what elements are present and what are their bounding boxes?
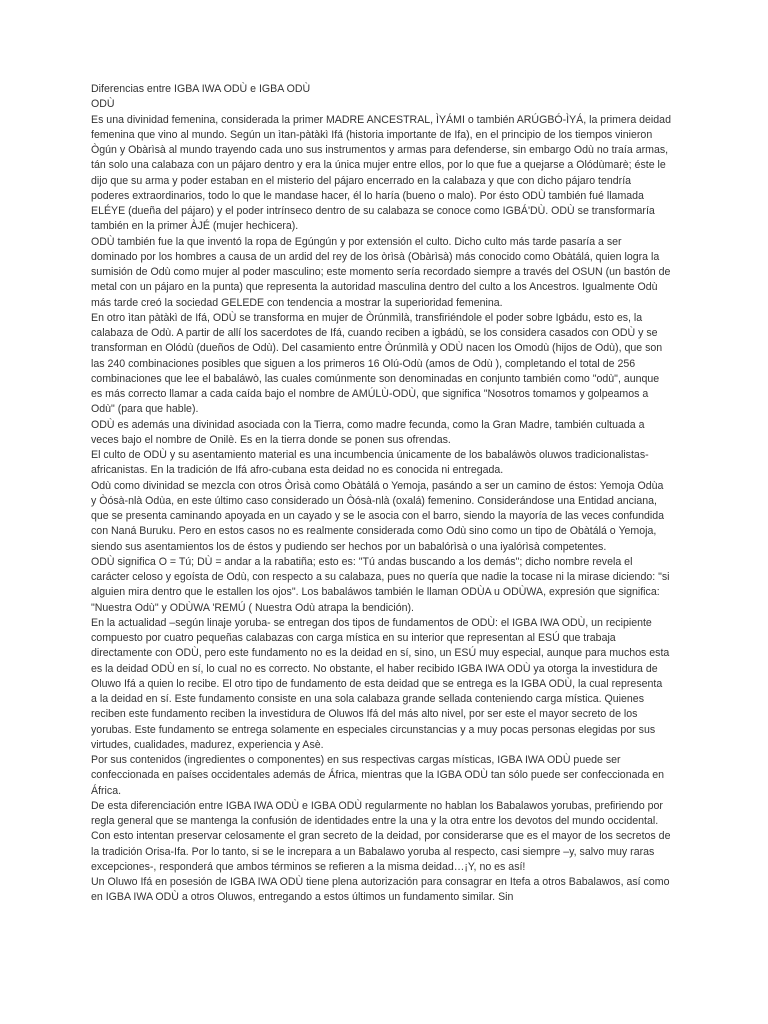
paragraph: Es una divinidad femenina, considerada la primer MADRE ANCESTRAL, ÌYÁMI o también ARÚGBÓ-ÌYÁ, la primera deidad femenina que vino al mundo. Según un ìtan-pàtàkì Ifá (historia importante de Ifa), en el principio de los tiempos vinieron Ògún y Obàrìsà al mundo trayendo cada uno sus instrumentos y armas para defenderse, sin embargo Odù no traía armas, tán solo una calabaza con un pájaro dentro y era la única mujer entre ellos, por lo que fue a quejarse a Olódùmarè; éste le dijo que su arma y poder estaban en el misterio del pájaro encerrado en la calabaza y que con dicho pájaro tendría poderes extraordinarios, todo lo que le mandase hacer, él lo haría (bueno o malo). Por ésto ODÙ también fué llamada ELÉYE (dueña del pájaro) y el poder intrínseco dentro de su calabaza se conoce como IGBÁ'DÙ. ODÙ se transformaría también en la primer ÀJÉ (mujer hechicera). [91, 113, 671, 233]
paragraph: En la actualidad –según linaje yoruba- se entregan dos tipos de fundamentos de ODÙ: el IGBA IWA ODÙ, un recipiente compuesto por cuatro pequeñas calabazas con carga mística en su interior que representan al ESÚ que trabaja directamente con ODÙ, pero este fundamento no es la deidad en sí, sino, un ESÚ muy especial, aunque para muchos esta es la deidad ODÙ en sí, lo cual no es correcto. No obstante, el haber recibido IGBA IWA ODÙ ya otorga la investidura de Oluwo Ifá a quien lo recibe. El otro tipo de fundamento de esta deidad que se entrega es la IGBA ODÙ, la cual representa a la deidad en sí. Este fundamento consiste en una sola calabaza grande sellada conteniendo carga mística. Quienes reciben este fundamento reciben la investidura de Oluwos Ifá del más alto nivel, por ser este el mayor secreto de los yorubas. Este fundamento se entrega solamente en especiales circunstancias y a muy pocas personas elegidas por sus virtudes, cualidades, madurez, experiencia y Asè. [91, 616, 670, 751]
paragraph: Un Oluwo Ifá en posesión de IGBA IWA ODÙ tiene plena autorización para consagrar en Itefa a otros Babalawos, así como en IGBA IWA ODÙ a otros Oluwos, entregando a estos últimos un fundamento similar. Sin [91, 876, 670, 904]
paragraph: ODÙ significa O = Tú; DÙ = andar a la rabatiña; esto es: "Tú andas buscando a los demás"; dicho nombre revela el carácter celoso y egoísta de Odù, con respecto a su calabaza, pues no quería que nadie la tocase ni la mirase diciendo: "si alguien mira dentro que le estallen los ojos". Los babaláwos también le llaman ODÙA u ODÙWA, expresión que significa: "Nuestra Odù" y ODÙWA 'REMÚ ( Nuestra Odù atrapa la bendición). [91, 555, 670, 614]
paragraph: ODÙ también fue la que inventó la ropa de Egúngún y por extensión el culto. Dicho culto más tarde pasaría a ser dominado por los hombres a causa de un ardid del rey de los òrìsà (Obàrìsà) más conocido como Obàtálá, quien logra la sumisión de Odù como mujer al poder masculino; este momento sería recordado siempre a través del OSUN (un bastón de metal con un pájaro en la punta) que representa la autoridad masculina dentro del culto a los Ancestros. Igualmente Odù más tarde creó la sociedad GELEDE con tendencia a mostrar la superioridad femenina. [91, 235, 671, 309]
document-page [91, 82, 671, 906]
paragraph: ODÙ es además una divinidad asociada con la Tierra, como madre fecunda, como la Gran Madre, también cultuada a veces bajo el nombre de Onilè. Es en la tierra donde se ponen sus ofrendas. [91, 418, 645, 446]
paragraph: El culto de ODÙ y su asentamiento material es una incumbencia únicamente de los babaláwòs oluwos tradicionalistas-africanistas. En la tradición de Ifá afro-cubana esta deidad no es conocida ni entregada. [91, 449, 649, 477]
paragraph: De esta diferenciación entre IGBA IWA ODÙ e IGBA ODÙ regularmente no hablan los Babalawos yorubas, prefiriendo por regla general que se mantenga la confusión de identidades entre la una y la otra entre los devotos del mundo occidental. Con esto intentan preservar celosamente el gran secreto de la deidad, por considerarse que es el mayor de los secretos de la tradición Orisa-Ifa. Por lo tanto, si se le increpara a un Babalawo yoruba al respecto, casi siempre –y, salvo muy raras excepciones-, responderá que ambos términos se refieren a la misma deidad…¡Y, no es así! [91, 799, 671, 873]
paragraph: Odù como divinidad se mezcla con otros Òrìsà como Obàtálá o Yemoja, pasándo a ser un camino de éstos: Yemoja Odùa y Òósà-nlà Odùa, en este último caso considerado un Òósà-nlà (oxalá) femenino. Considerándose una Entidad anciana, que se presenta caminando apoyada en un cayado y se le asocia con el barro, siendo la mayoría de las veces confundida con Naná Buruku. Pero en estos casos no es realmente considerada como Odù sino como un tipo de Obàtálá o Yemoja, siendo sus asentamientos los de éstos y pudiendo ser hechos por un babalórìsà o una iyalórìsà competentes. [91, 479, 665, 553]
document-title: Diferencias entre IGBA IWA ODÙ e IGBA ODÙ [91, 83, 311, 95]
paragraph: En otro ìtan pàtàkì de Ifá, ODÙ se transforma en mujer de Òrúnmìlà, transfiriéndole el poder sobre Igbádu, esto es, la calabaza de Odù. A partir de allí los sacerdotes de Ifá, cuando reciben a igbádù, se los considera casados con ODÙ y se transforman en Olódù (dueños de Odù). Del casamiento entre Òrúnmìlà y ODÙ nacen los Omodù (hijos de Odù), que son las 240 combinaciones posibles que siguen a los primeros 16 Olú-Odù (amos de Odù ), completando el total de 256 combinaciones que lee el babaláwò, las cuales comúnmente son denominadas en conjunto también como "odù", aunque es más correcto llamar a cada caída bajo el nombre de AMÚLÙ-ODÙ, que significa "Nosotros tomamos y golpeamos a Odù" (para que hable). [91, 311, 663, 416]
paragraph: Por sus contenidos (ingredientes o componentes) en sus respectivas cargas místicas, IGBA IWA ODÙ puede ser confeccionada en países occidentales además de África, mientras que la IGBA ODÙ tan sólo puede ser confeccionada en África. [91, 754, 664, 797]
section-heading: ODÙ [91, 98, 115, 111]
